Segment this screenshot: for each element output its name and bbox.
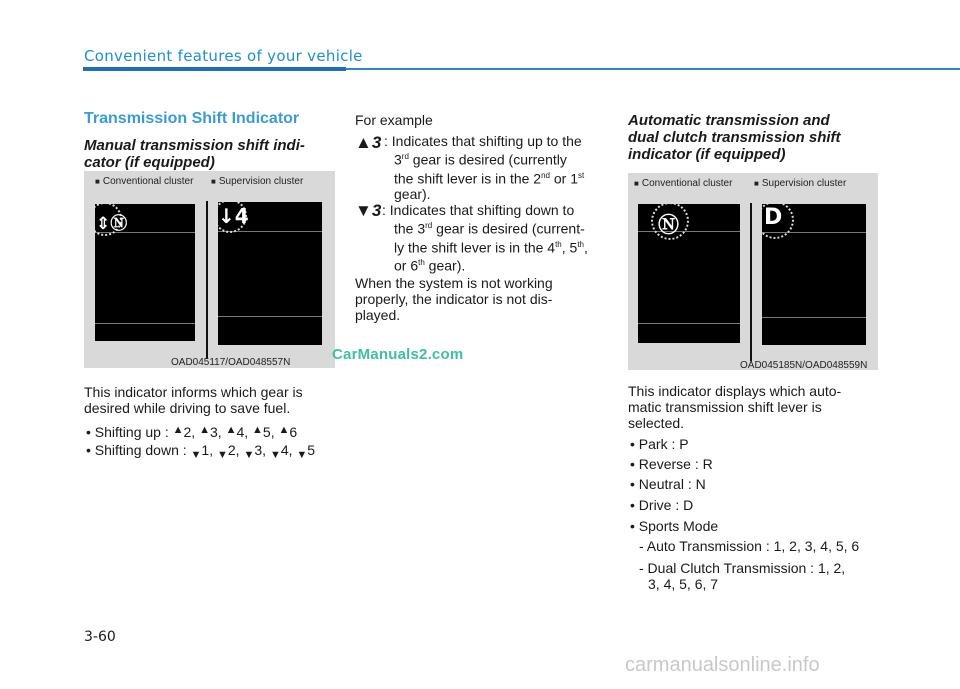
sub-list-item: - Dual Clutch Transmission : 1, 2, <box>639 560 846 576</box>
example-title: For example <box>355 112 433 128</box>
automatic-intro: This indicator displays which auto- matic transmission shift lever is selected. <box>628 383 842 431</box>
watermark-footer: carmanualsonline.info <box>625 654 820 676</box>
shift-down-4-icon: ↓4 <box>218 204 249 228</box>
shift-up-icon: ▲ <box>252 424 263 436</box>
sub-list-item-continued: 3, 4, 5, 6, 7 <box>648 576 719 592</box>
image-code: OAD045185N/OAD048559N <box>740 360 868 371</box>
cluster-divider <box>206 201 208 359</box>
shift-up-icon: ▲ <box>172 424 184 436</box>
shift-down-3-icon: ▼3 <box>355 201 382 220</box>
not-working-note: When the system is not working properly, the indicator is not dis- played. <box>355 275 553 323</box>
up-example-text: : Indicates that shifting up to the 3rd gear is desired (currently the shift lever is in the 2nd or 1st gear). <box>384 133 585 203</box>
page-number: 3-60 <box>84 629 116 645</box>
manual-subheading <box>84 137 305 171</box>
conventional-cluster-label: ■ Conventional cluster <box>95 176 194 187</box>
neutral-n-icon: Ⓝ <box>658 213 679 237</box>
watermark-link[interactable]: CarManuals2.com <box>332 346 464 363</box>
section-title: Transmission Shift Indicator <box>84 110 300 127</box>
header-rule-accent <box>83 67 346 71</box>
sub-list-item: - Auto Transmission : 1, 2, 3, 4, 5, 6 <box>639 538 860 554</box>
supervision-display <box>218 202 322 345</box>
supervision-cluster-label: ■ Supervision cluster <box>754 178 847 189</box>
supervision-cluster-label: ■ Supervision cluster <box>211 176 304 187</box>
supervision-display <box>762 204 866 345</box>
down-example-text: : Indicates that shifting down to the 3rd gear is desired (current- ly the shift lever is in the 4th, 5th, or 6th gear). <box>382 202 588 274</box>
automatic-cluster-figure <box>628 173 878 370</box>
image-code: OAD045117/OAD048557N <box>171 357 291 368</box>
conventional-display <box>638 204 740 343</box>
list-item: • Drive : D <box>630 497 694 513</box>
list-item: • Sports Mode <box>630 518 719 534</box>
manual-cluster-figure <box>84 171 335 368</box>
shift-down-icon: ▼ <box>243 449 255 461</box>
drive-d-icon: D <box>764 205 783 230</box>
shift-up-icon: ▲ <box>225 424 237 436</box>
list-item: • Park : P <box>630 436 689 452</box>
conventional-cluster-label: ■ Conventional cluster <box>634 178 733 189</box>
shift-updown-n-icon: ⇕Ⓝ <box>96 214 128 234</box>
shifting-up-item: • Shifting up : ▲2, ▲3, ▲4, ▲5, ▲6 <box>86 424 298 440</box>
automatic-subheading: Automatic transmission and dual clutch transmission shift indicator (if equipped) <box>628 112 841 163</box>
shift-up-icon: ▲ <box>278 424 290 436</box>
conventional-display <box>95 204 195 341</box>
shifting-down-item: • Shifting down : ▼1, ▼2, ▼3, ▼4, ▼5 <box>86 442 316 461</box>
list-item: • Reverse : R <box>630 456 713 472</box>
manual-subheading-line1: Manual transmission shift indi- <box>84 137 305 154</box>
shift-up-icon: ▲ <box>199 424 210 436</box>
shift-down-icon: ▼ <box>190 449 202 461</box>
shift-down-icon: ▼ <box>269 449 281 461</box>
shift-up-3-icon: ▲3 <box>355 133 382 152</box>
cluster-divider <box>750 203 752 361</box>
shift-down-icon: ▼ <box>296 449 308 461</box>
list-item: • Neutral : N <box>630 476 706 492</box>
manual-subheading-line2: cator (if equipped) <box>84 154 215 171</box>
header-rule <box>346 68 960 70</box>
manual-intro: This indicator informs which gear is desired while driving to save fuel. <box>84 384 303 416</box>
running-header: Convenient features of your vehicle <box>84 47 363 65</box>
shift-down-icon: ▼ <box>217 449 228 461</box>
